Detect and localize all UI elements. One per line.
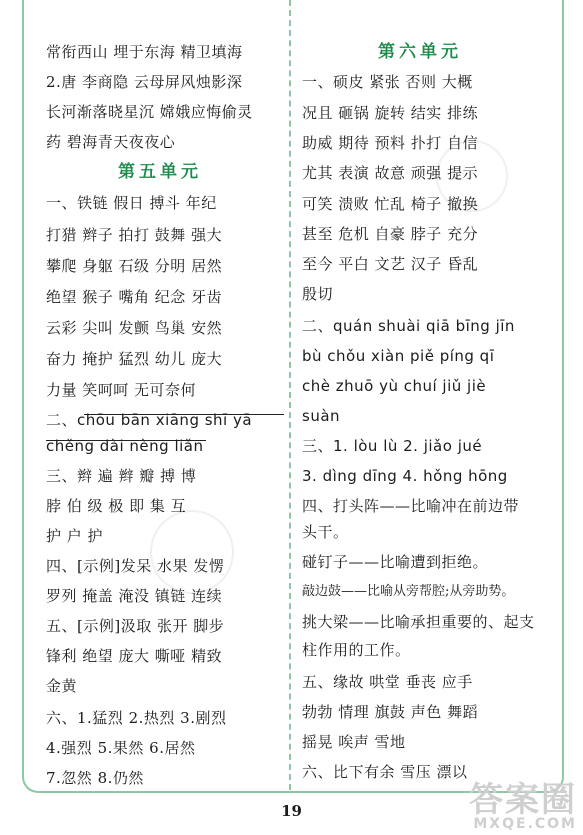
- answer-line: 五、[示例]汲取 张开 脚步: [46, 617, 225, 635]
- answer-line: 攀爬 身躯 石级 分明 居然: [46, 257, 223, 275]
- answer-line: 脖 伯 级 极 即 集 互: [46, 497, 187, 515]
- answer-line: 尤其 表演 故意 顽强 提示: [302, 164, 479, 182]
- answer-line: 勃勃 情理 旗鼓 声色 舞蹈: [302, 703, 479, 721]
- answer-line: 柱作用的工作。: [302, 641, 411, 659]
- unit6-heading: 第六单元: [378, 42, 462, 62]
- pinyin-line: 二、quán shuài qiā bīng jīn: [302, 317, 515, 335]
- answer-line: 药 碧海青天夜夜心: [46, 133, 176, 151]
- answer-line: 金黄: [46, 677, 78, 695]
- answer-line: 4.强烈 5.果然 6.居然: [46, 739, 196, 757]
- answer-line: 挑大梁——比喻承担重要的、起支: [302, 613, 535, 631]
- answer-line: 力量 笑呵呵 无可奈何: [46, 381, 197, 399]
- pinyin-line: chè zhuō yù chuí jiǔ jiè: [302, 377, 487, 395]
- answer-line: 六、1.猛烈 2.热烈 3.剧烈: [46, 709, 227, 727]
- pinyin-line: 二、chōu bān xiāng shī yā: [46, 411, 253, 429]
- answer-line: 摇晃 唉声 雪地: [302, 733, 406, 751]
- answer-line: 敲边鼓——比喻从旁帮腔;从旁助势。: [302, 584, 515, 599]
- answer-line: 况且 砸锅 旋转 结实 排练: [302, 104, 479, 122]
- answer-line: 绝望 猴子 嘴角 纪念 牙齿: [46, 288, 223, 306]
- answer-line: 殷切: [302, 285, 334, 303]
- answer-line: 常衔西山 埋于东海 精卫填海: [46, 43, 243, 61]
- pinyin-line: 三、1. lòu lù 2. jiǎo jué: [302, 437, 483, 455]
- answer-line: 一、硕皮 紧张 否则 大概: [302, 73, 473, 91]
- pinyin-line: 3. dìng dīng 4. hǒng hōng: [302, 467, 508, 485]
- answer-line: 2.唐 李商隐 云母屏风烛影深: [46, 73, 243, 91]
- answer-line: 甚至 危机 自豪 脖子 充分: [302, 225, 479, 243]
- answer-line: 云彩 尖叫 发颤 鸟巢 安然: [46, 319, 223, 337]
- answer-line: 四、[示例]发呆 水果 发愣: [46, 557, 225, 575]
- watermark-logo-url: MXQE.COM: [473, 816, 577, 832]
- pinyin-line: suàn: [302, 407, 341, 425]
- answer-line: 五、缘故 哄堂 垂丧 应手: [302, 673, 473, 691]
- answer-line: 三、辫 遍 辫 瓣 搏 博: [46, 467, 197, 485]
- answer-line: 可笑 溃败 忙乱 椅子 撤换: [302, 195, 479, 213]
- page-number: 19: [281, 802, 302, 820]
- watermark-logo-text: 答案圈: [469, 780, 577, 820]
- site-watermark-logo: [469, 780, 577, 832]
- pinyin-line: bù chǒu xiàn piě píng qī: [302, 347, 495, 365]
- answer-line: 六、比下有余 雪压 漂以: [302, 763, 468, 781]
- answer-line: 罗列 掩盖 淹没 镇链 连续: [46, 587, 223, 605]
- answer-line: 奋力 掩护 猛烈 幼儿 庞大: [46, 350, 223, 368]
- answer-line: 碰钉子——比喻遭到拒绝。: [302, 553, 489, 571]
- answer-line: 一、铁链 假日 搏斗 年纪: [46, 194, 217, 212]
- answer-line: 7.忽然 8.仍然: [46, 769, 144, 787]
- pinyin-line: chěng dài nèng liǎn: [46, 437, 204, 455]
- answer-line: 锋利 绝望 庞大 嘶哑 精致: [46, 647, 223, 665]
- column-divider: [289, 0, 291, 790]
- answer-line: 至今 平白 文艺 汉子 昏乱: [302, 255, 479, 273]
- unit5-heading: 第五单元: [118, 162, 202, 182]
- answer-line: 长河渐落晓星沉 嫦娥应悔偷灵: [46, 103, 253, 121]
- answer-line: 四、打头阵——比喻冲在前边带: [302, 497, 520, 515]
- answer-line: 头干。: [302, 523, 349, 541]
- strike-mark: [46, 440, 206, 441]
- answer-line: 打猎 辫子 拍打 鼓舞 强大: [46, 226, 223, 244]
- answer-line: 护 户 护: [46, 527, 104, 545]
- strike-mark: [84, 414, 284, 415]
- watermark-stamp: [150, 510, 234, 594]
- answer-line: 助威 期待 预料 扑打 自信: [302, 134, 479, 152]
